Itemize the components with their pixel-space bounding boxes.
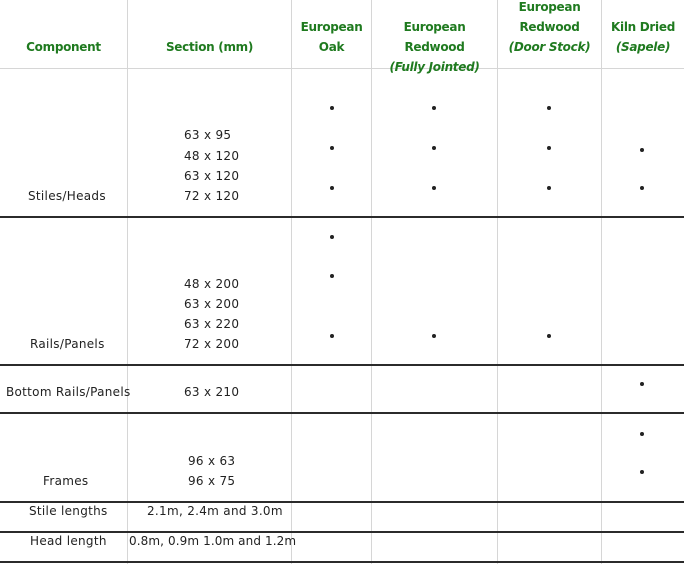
header-redwood-fully-jointed xyxy=(372,17,497,77)
row-rule xyxy=(0,216,684,218)
header-kiln-line2: (Sapele) xyxy=(615,40,671,54)
availability-dot xyxy=(640,432,644,436)
component-frames: Frames xyxy=(43,474,89,488)
component-head-length: Head length xyxy=(30,534,107,548)
header-kiln-line1: Kiln Dried xyxy=(611,20,675,34)
availability-dot xyxy=(330,274,334,278)
availability-dot xyxy=(640,382,644,386)
header-section xyxy=(128,37,291,57)
section-value: 63 x 95 xyxy=(184,128,232,142)
section-value: 96 x 63 xyxy=(188,454,236,468)
header-european-oak xyxy=(292,17,371,57)
component-stiles-heads: Stiles/Heads xyxy=(28,189,106,203)
header-redwood-door-stock xyxy=(498,0,601,57)
section-value: 2.1m, 2.4m and 3.0m xyxy=(147,504,283,518)
component-rails-panels: Rails/Panels xyxy=(30,337,105,351)
availability-dot xyxy=(330,146,334,150)
section-value: 0.8m, 0.9m 1.0m and 1.2m xyxy=(129,534,297,548)
component-bottom-rails-panels: Bottom Rails/Panels xyxy=(6,385,131,399)
availability-dot xyxy=(432,186,436,190)
availability-dot xyxy=(432,106,436,110)
availability-dot xyxy=(432,146,436,150)
header-component xyxy=(0,37,127,57)
header-oak-line1: European xyxy=(300,20,363,34)
availability-dot xyxy=(330,235,334,239)
column-divider xyxy=(291,0,292,564)
row-rule xyxy=(0,412,684,414)
availability-dot xyxy=(547,146,551,150)
availability-dot xyxy=(640,470,644,474)
column-divider xyxy=(497,0,498,564)
header-redwood-fj-line2: (Fully Jointed) xyxy=(389,60,480,74)
availability-dot xyxy=(330,106,334,110)
availability-dot xyxy=(547,334,551,338)
header-kiln-dried xyxy=(602,17,684,57)
header-component-text: Component xyxy=(26,40,101,54)
availability-dot xyxy=(640,186,644,190)
row-rule xyxy=(0,531,684,533)
header-rule xyxy=(0,68,684,69)
column-divider xyxy=(127,0,128,564)
header-redwood-ds-line2: Redwood xyxy=(519,20,580,34)
column-divider xyxy=(601,0,602,564)
row-rule xyxy=(0,364,684,366)
availability-dot xyxy=(330,334,334,338)
section-value: 48 x 200 xyxy=(184,277,240,291)
section-value: 63 x 200 xyxy=(184,297,240,311)
availability-dot xyxy=(330,186,334,190)
header-section-text: Section (mm) xyxy=(165,40,254,54)
availability-dot xyxy=(547,106,551,110)
availability-dot xyxy=(640,148,644,152)
section-value: 72 x 120 xyxy=(184,189,240,203)
header-redwood-ds-line1: European xyxy=(518,0,581,14)
row-rule xyxy=(0,561,684,563)
section-value: 72 x 200 xyxy=(184,337,240,351)
component-stile-lengths: Stile lengths xyxy=(29,504,108,518)
section-value: 63 x 220 xyxy=(184,317,240,331)
section-value: 48 x 120 xyxy=(184,149,240,163)
header-oak-line2: Oak xyxy=(318,40,345,54)
header-redwood-fj-line1: European Redwood xyxy=(403,20,466,54)
availability-dot xyxy=(432,334,436,338)
section-value: 96 x 75 xyxy=(188,474,236,488)
header-redwood-ds-line3: (Door Stock) xyxy=(508,40,591,54)
column-divider xyxy=(371,0,372,564)
availability-dot xyxy=(547,186,551,190)
section-value: 63 x 120 xyxy=(184,169,240,183)
section-value: 63 x 210 xyxy=(184,385,240,399)
row-rule xyxy=(0,501,684,503)
